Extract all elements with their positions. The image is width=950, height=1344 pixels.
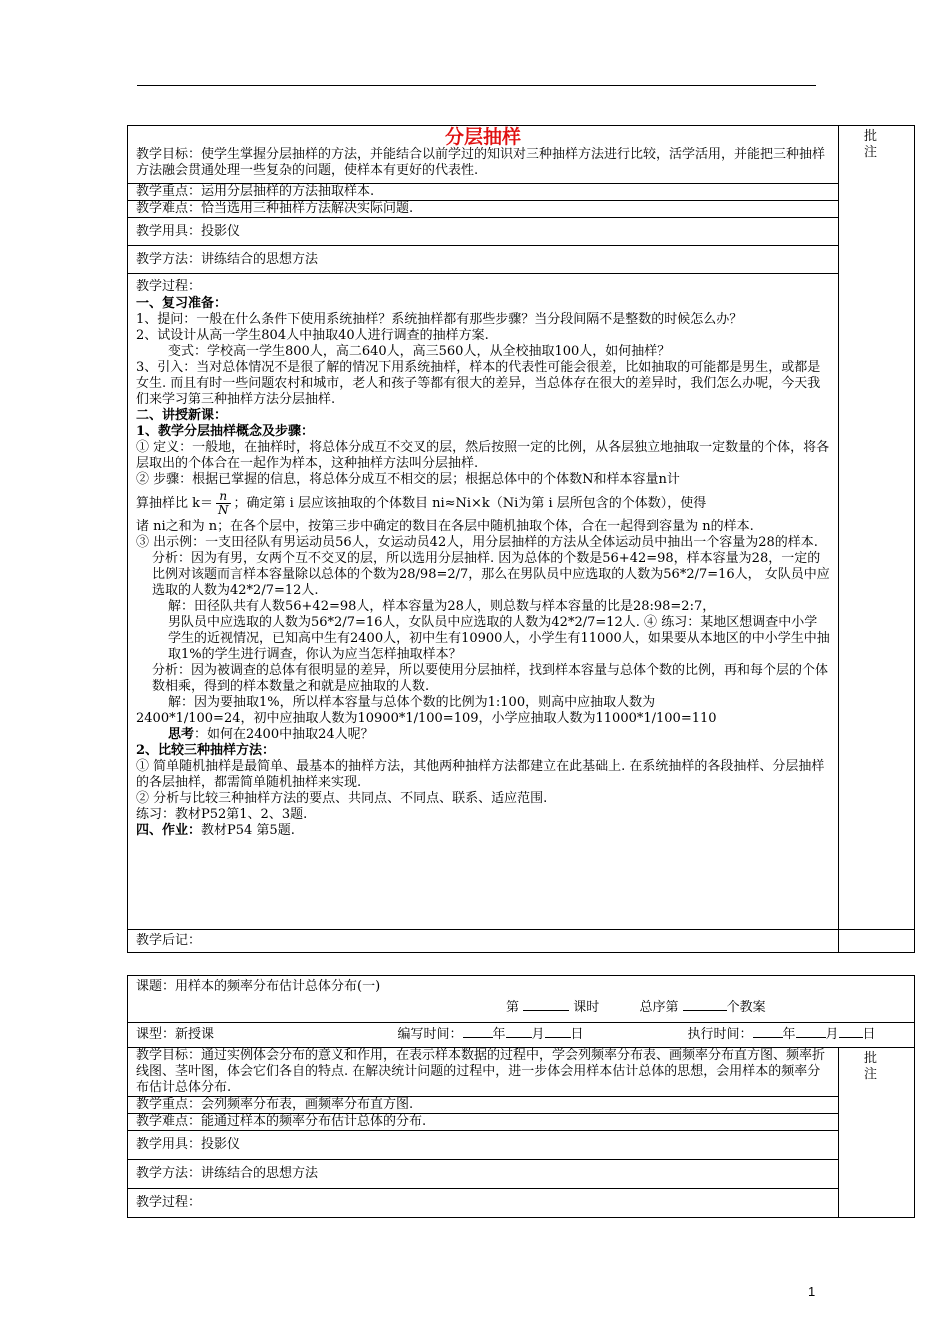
- example: ③ 出示例：一支田径队有男运动员56人，女运动员42人，用分层抽样的方法从全体运动员中抽出一个容量为28的样本.: [136, 535, 818, 550]
- tools-cell: 教学用具：投影仪: [128, 218, 839, 246]
- lesson-type: 课型：新授课: [136, 1027, 215, 1042]
- process-cell: [128, 274, 839, 930]
- process-cell-2: 教学过程：: [128, 1189, 839, 1218]
- definition: ① 定义：一般地，在抽样时，将总体分成互不交叉的层，然后按照一定的比例，从各层独立地抽取一定数量的个体，将各层取出的个体合在一起作为样本，这种抽样方法叫分层抽样.: [136, 440, 830, 471]
- review-question-2: 2、试设计从高一学生804人中抽取40人进行调查的抽样方案.: [136, 328, 489, 343]
- exec-day-blank: [839, 1037, 863, 1038]
- written-day-blank: [545, 1037, 571, 1038]
- review-intro: 3、引入：当对总体情况不是很了解的情况下用系统抽样，样本的代表性可能会很差，比如抽取的可能都是男生，或都是女生. 而且有时一些问题农村和城市，老人和孩子等都有很大的差异，当总体存在很大的差异时，我们怎么办呢，今天我们来学习第三种抽样方法分层抽样.: [136, 360, 821, 407]
- exec-time: [688, 1023, 876, 1047]
- example-solution: 解：田径队共有人数56+42=98人，样本容量为28人，则总数与样本容量的比是28:98=2:7，: [168, 599, 716, 614]
- practice: 练习：教材P52第1、2、3题.: [136, 807, 308, 822]
- think-label: 思考: [168, 727, 195, 742]
- objective-cell: [128, 126, 839, 184]
- subsection-concept-title: 1、教学分层抽样概念及步骤：: [136, 424, 315, 439]
- note-label-2: 批 注: [863, 1051, 889, 1082]
- compare-point-2: ② 分析与比较三种抽样方法的要点、共同点、不同点、联系、适应范围.: [136, 791, 548, 806]
- homework-text: 教材P54 第5题.: [201, 823, 295, 838]
- topic-cell: [128, 976, 915, 1023]
- exercise-solution-cont: 2400*1/100=24，初中应抽取人数为10900*1/100=109，小学应抽取人数为11000*1/100=110: [136, 711, 717, 726]
- tools-cell-2: 教学用具：投影仪: [128, 1131, 839, 1160]
- steps-text-a: 算抽样比 k＝: [136, 496, 214, 511]
- lesson-table-2: [127, 975, 915, 1218]
- note-column: [839, 126, 915, 930]
- key-point-cell-2: 教学重点：会列频率分布表，画频率分布直方图.: [128, 1097, 839, 1114]
- think-text: ：如何在2400中抽取24人呢？: [194, 727, 374, 742]
- difficulty-cell: 教学难点：恰当选用三种抽样方法解决实际问题.: [128, 201, 839, 218]
- header-rule: [137, 85, 816, 86]
- written-year: 年: [492, 1027, 506, 1042]
- exercise-analysis: 分析：因为被调查的总体有很明显的差异，所以要使用分层抽样，找到样本容量与总体个数的比例，再和每个层的个体数相乘，得到的样本数量之和就是应抽取的人数.: [152, 663, 829, 694]
- written-time: [398, 1023, 584, 1047]
- period-blank: [523, 1010, 569, 1011]
- steps-text-b: ；确定第 i 层应该抽取的个体数目 ni≈Ni×k（Ni为第 i 层所包含的个体数），使得: [233, 496, 707, 511]
- reflection-cell: 教学后记：: [128, 930, 839, 953]
- written-month-blank: [506, 1037, 532, 1038]
- meta-cell: [128, 1023, 915, 1048]
- think-question: [136, 727, 830, 743]
- lesson-table-1: [127, 125, 915, 953]
- steps-line-1: ② 步骤：根据已掌握的信息，将总体分成互不相交的层；根据总体中的个体数N和样本容量n计: [136, 472, 680, 487]
- method-cell: 教学方法：讲练结合的思想方法: [128, 246, 839, 274]
- seq-label-b: 课时: [573, 1000, 600, 1015]
- steps-line-3: 诸 ni之和为 n；在各个层中，按第三步中确定的数目在各层中随机抽取个体，合在一起得到容量为 n的样本.: [136, 519, 754, 534]
- review-variant: 变式：学校高一学生800人，高二640人，高三560人，从全校抽取100人，如何抽样？: [168, 344, 671, 359]
- review-question-1: 1、提问：一般在什么条件下使用系统抽样？系统抽样都有那些步骤？当分段间隔不是整数的时候怎么办？: [136, 312, 743, 327]
- written-day: 日: [570, 1027, 584, 1042]
- objective-cell-2: 教学目标：通过实例体会分布的意义和作用，在表示样本数据的过程中，学会列频率分布表、画频率分布直方图、频率折线图、茎叶图，体会它们各自的特点. 在解决统计问题的过程中，进一步体会用样本估计总体的思想，会用样本的频率分布估计总体分布.: [128, 1048, 839, 1097]
- section-review-title: 一、复习准备：: [136, 296, 228, 311]
- exec-day: 日: [862, 1027, 876, 1042]
- fraction-numerator: n: [216, 490, 231, 504]
- subsection-compare-title: 2、比较三种抽样方法：: [136, 743, 276, 758]
- exec-month-blank: [796, 1037, 826, 1038]
- exercise-solution: 解：因为要抽取1%，所以样本容量与总体个数的比例为1:100，则高中应抽取人数为: [168, 695, 656, 710]
- exec-year-blank: [753, 1037, 783, 1038]
- homework-label: 四、作业：: [136, 823, 202, 838]
- exec-month: 月: [825, 1027, 839, 1042]
- teaching-objective: 教学目标：使学生掌握分层抽样的方法，并能结合以前学过的知识对三种抽样方法进行比较，活学活用，并能把三种抽样方法融会贯通处理一些复杂的问题，使样本有更好的代表性.: [136, 147, 826, 178]
- section-new-title: 二、讲授新课：: [136, 408, 228, 423]
- example-solution-cont: 男队员中应选取的人数为56*2/7=16人，女队员中应选取的人数为42*2/7=12人. ④ 练习：某地区想调查中小学学生的近视情况，已知高中生有2400人，初中生有10900人，小学生有11000人，如果要从本地区的中小学生中抽取1%的学生进行调查，你认为应当怎样抽取样本？: [168, 615, 830, 662]
- written-month: 月: [531, 1027, 545, 1042]
- method-cell-2: 教学方法：讲练结合的思想方法: [128, 1160, 839, 1189]
- seq-label-a: 第: [506, 1000, 520, 1015]
- difficulty-cell-2: 教学难点：能通过样本的频率分布估计总体的分布.: [128, 1114, 839, 1131]
- sampling-ratio-fraction: [216, 490, 231, 517]
- steps-line-2: [136, 490, 830, 517]
- lesson-sequence: [136, 1000, 906, 1016]
- exec-year: 年: [782, 1027, 796, 1042]
- note-label: 批 注: [863, 129, 889, 160]
- written-year-blank: [463, 1037, 493, 1038]
- seq-label-d: 个教案: [726, 1000, 766, 1015]
- homework: [136, 823, 830, 839]
- exec-label: 执行时间：: [687, 1027, 753, 1042]
- fraction-denominator: N: [218, 503, 229, 517]
- key-point-cell: 教学重点：运用分层抽样的方法抽取样本.: [128, 184, 839, 201]
- example-analysis: 分析：因为有男，女两个互不交叉的层，所以选用分层抽样. 因为总体的个数是56+42=98，样本容量为28，一定的比例对该题而言样本容量除以总体的个数为28/98=2/7，那么在男队员中应选取的人数为56*2/7=16人， 女队员中应选取的人数为42*2/7=12人.: [152, 551, 830, 598]
- page-number: 1: [808, 1284, 816, 1299]
- lesson-title: 分层抽样: [444, 126, 521, 148]
- compare-point-1: ① 简单随机抽样是最简单、最基本的抽样方法，其他两种抽样方法都建立在此基础上. 在系统抽样的各段抽样、分层抽样的各层抽样，都需简单随机抽样来实现.: [136, 759, 825, 790]
- note-column-2: [839, 1048, 915, 1218]
- total-blank: [683, 1010, 727, 1011]
- seq-label-c: 总序第: [639, 1000, 679, 1015]
- lesson-topic: 课题：用样本的频率分布估计总体分布(一): [136, 979, 381, 994]
- process-label: 教学过程：: [136, 279, 202, 294]
- written-label: 编写时间：: [397, 1027, 463, 1042]
- reflection-note-cell: [839, 930, 915, 953]
